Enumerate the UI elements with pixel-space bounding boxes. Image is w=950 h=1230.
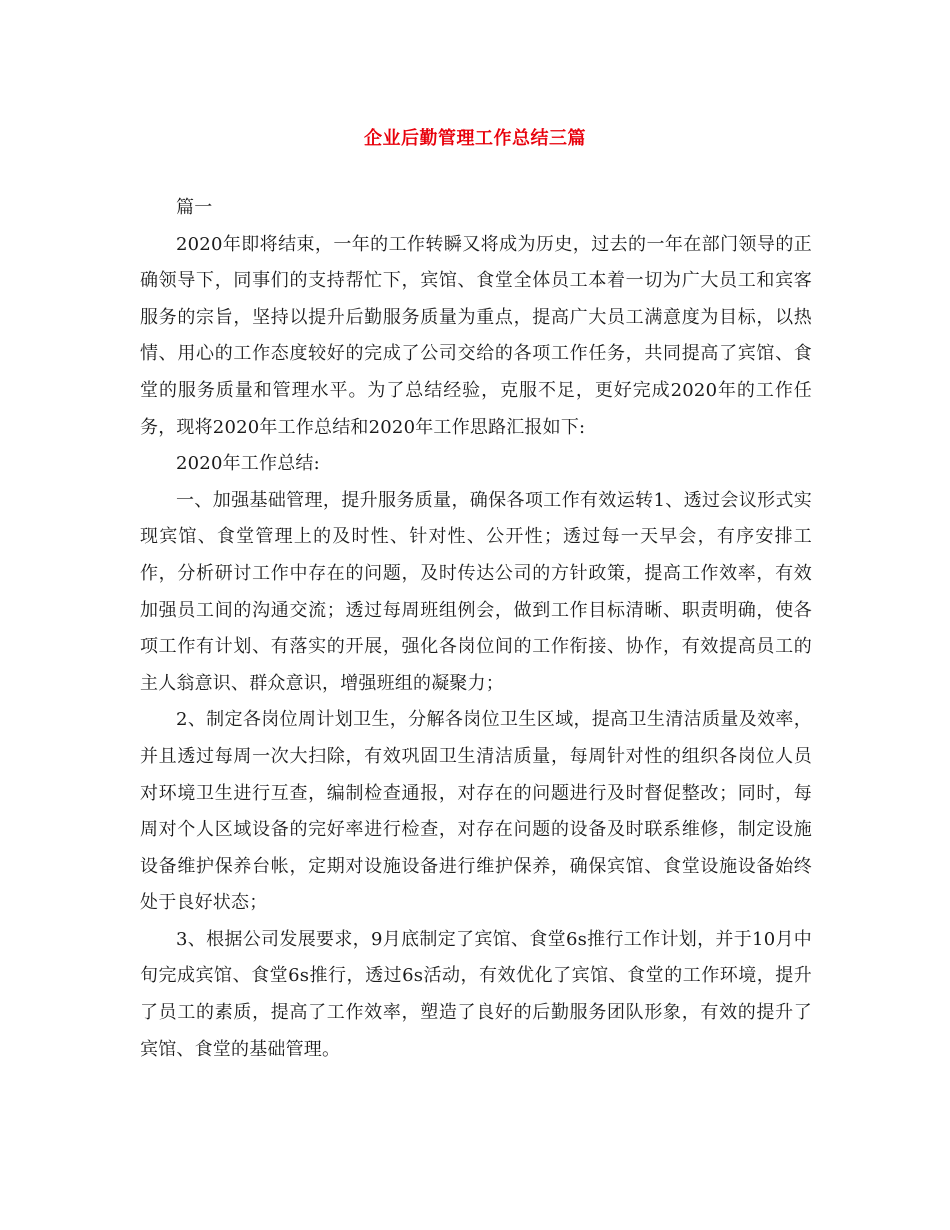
document-title: 企业后勤管理工作总结三篇 <box>364 128 586 149</box>
document-body <box>140 190 812 1068</box>
section-heading: 篇一 <box>176 197 213 218</box>
body-paragraph: 2、制定各岗位周计划卫生，分解各岗位卫生区域，提高卫生清洁质量及效率，并且透过每周一次大扫除，有效巩固卫生清洁质量，每周针对性的组织各岗位人员对环境卫生进行互查，编制检查通报，对存在的问题进行及时督促整改；同时，每周对个人区域设备的完好率进行检查，对存在问题的设备及时联系维修，制定设施设备维护保养台帐，定期对设施设备进行维护保养，确保宾馆、食堂设施设备始终处于良好状态； <box>140 709 812 914</box>
summary-heading: 2020年工作总结: <box>176 453 320 475</box>
intro-paragraph: 2020年即将结束，一年的工作转瞬又将成为历史，过去的一年在部门领导的正确领导下，同事们的支持帮忙下，宾馆、食堂全体员工本着一切为广大员工和宾客服务的宗旨，坚持以提升后勤服务质量为重点，提高广大员工满意度为目标，以热情、用心的工作态度较好的完成了公司交给的各项工作任务，共同提高了宾馆、食堂的服务质量和管理水平。为了总结经验，克服不足，更好完成2020年的工作任务，现将2020年工作总结和2020年工作思路汇报如下: <box>140 233 812 438</box>
body-paragraph: 3、根据公司发展要求，9月底制定了宾馆、食堂6s推行工作计划，并于10月中旬完成宾馆、食堂6s推行，透过6s活动，有效优化了宾馆、食堂的工作环境，提升了员工的素质，提高了工作效率，塑造了良好的后勤服务团队形象，有效的提升了宾馆、食堂的基础管理。 <box>140 928 812 1060</box>
body-paragraph: 一、加强基础管理，提升服务质量，确保各项工作有效运转1、透过会议形式实现宾馆、食堂管理上的及时性、针对性、公开性；透过每一天早会，有序安排工作，分析研讨工作中存在的问题，及时传达公司的方针政策，提高工作效率，有效加强员工间的沟通交流；透过每周班组例会，做到工作目标清晰、职责明确，使各项工作有计划、有落实的开展，强化各岗位间的工作衔接、协作，有效提高员工的主人翁意识、群众意识，增强班组的凝聚力； <box>140 489 812 694</box>
